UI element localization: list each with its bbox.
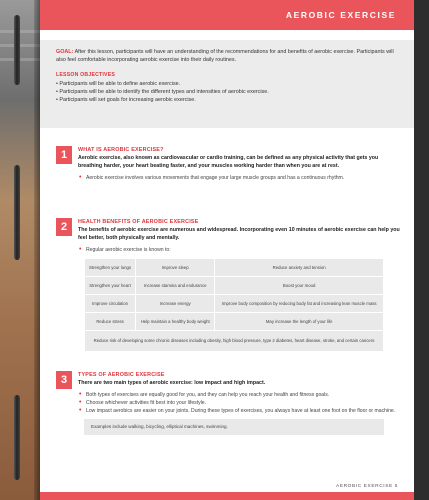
table-cell: Strengthen your heart bbox=[85, 277, 135, 294]
bullet-item: • Regular aerobic exercise is known to: bbox=[78, 246, 402, 254]
table-row bbox=[85, 331, 383, 351]
section-types bbox=[56, 371, 402, 435]
section-number-badge: 1 bbox=[56, 146, 72, 164]
section-paragraph: There are two main types of aerobic exercise: low impact and high impact. bbox=[78, 380, 266, 386]
page-edge-shadow bbox=[414, 0, 429, 500]
document-page bbox=[40, 0, 414, 500]
section-title: WHAT IS AEROBIC EXERCISE? bbox=[78, 147, 164, 153]
goal-text: After this lesson, participants will have an understanding of the recommendations for and benefits of aerobic exercise. Participants will also feel comfortable incorporating aerobic exercise into their daily routines. bbox=[56, 49, 394, 64]
header-band bbox=[40, 0, 414, 30]
table-cell: Improve body composition by reducing body fat and increasing lean muscle mass bbox=[215, 295, 383, 312]
goal-label: GOAL: bbox=[56, 49, 74, 55]
table-cell: Increase energy bbox=[136, 295, 214, 312]
table-cell: Reduce stress bbox=[85, 313, 135, 330]
binder-ring bbox=[14, 15, 20, 85]
objectives-title: LESSON OBJECTIVES bbox=[56, 71, 116, 78]
section-number-badge: 2 bbox=[56, 218, 72, 236]
section-title: TYPES OF AEROBIC EXERCISE bbox=[78, 372, 165, 378]
page-footer: AEROBIC EXERCISE 5 bbox=[336, 484, 398, 489]
benefits-table bbox=[84, 258, 384, 352]
table-cell: Improve sleep bbox=[136, 259, 214, 276]
table-cell: Improve circulation bbox=[85, 295, 135, 312]
bullet-item: • Aerobic exercise involves various movements that engage your large muscle groups and has a continuous rhythm. bbox=[78, 174, 402, 182]
table-note-cell: Reduce risk of developing some chronic diseases including obesity, high blood pressure, type 2 diabetes, heart disease, stroke, and certain cancers bbox=[85, 331, 383, 351]
table-cell: Boost your mood bbox=[215, 277, 383, 294]
bullet-item: • Both types of exercises are equally good for you, and they can help you reach your health and fitness goals. bbox=[78, 391, 402, 399]
bullet-item: • Low impact aerobics are easier on your joints. During these types of exercises, you always have at least one foot on the floor or machine. bbox=[78, 407, 402, 415]
binder-ring bbox=[14, 165, 20, 260]
objective-item: • Participants will set goals for increasing aerobic exercise. bbox=[56, 96, 398, 104]
table-row bbox=[85, 313, 383, 330]
background-photo bbox=[0, 0, 40, 500]
objective-item: • Participants will be able to identify the different types and intensities of aerobic exercise. bbox=[56, 88, 398, 96]
example-box: Examples include walking, bicycling, elliptical machines, swimming. bbox=[84, 419, 384, 435]
page-title: AEROBIC EXERCISE bbox=[285, 10, 396, 20]
table-row bbox=[85, 259, 383, 276]
objective-item: • Participants will be able to define aerobic exercise. bbox=[56, 80, 398, 88]
section-number-badge: 3 bbox=[56, 371, 72, 389]
table-row bbox=[85, 295, 383, 312]
section-health-benefits bbox=[56, 218, 402, 352]
section-bullets bbox=[78, 174, 402, 182]
bullet-item: • Choose whichever activities fit best into your lifestyle. bbox=[78, 399, 402, 407]
section-bullets bbox=[78, 391, 402, 415]
table-cell: Strengthen your lungs bbox=[85, 259, 135, 276]
goal-box bbox=[40, 40, 414, 128]
section-title: HEALTH BENEFITS OF AEROBIC EXERCISE bbox=[78, 219, 199, 225]
table-row bbox=[85, 277, 383, 294]
section-what-is bbox=[56, 146, 402, 182]
section-paragraph: Aerobic exercise, also known as cardiovascular or cardio training, can be defined as any physical activity that gets you breathing harder, your heart beating faster, and your muscles working harder than when you are at rest. bbox=[78, 155, 379, 169]
objectives-list bbox=[56, 80, 398, 105]
table-cell: May increase the length of your life bbox=[215, 313, 383, 330]
table-cell: Reduce anxiety and tension bbox=[215, 259, 383, 276]
binder-ring bbox=[14, 395, 20, 480]
section-paragraph: The benefits of aerobic exercise are numerous and widespread. Incorporating even 10 minutes of aerobic exercise can help you feel better, both physically and mentally. bbox=[78, 227, 400, 241]
table-cell: Increase stamina and endurance bbox=[136, 277, 214, 294]
goal-statement bbox=[56, 48, 398, 65]
table-cell: Help maintain a healthy body weight bbox=[136, 313, 214, 330]
footer-band bbox=[40, 492, 414, 500]
section-bullets bbox=[78, 246, 402, 254]
